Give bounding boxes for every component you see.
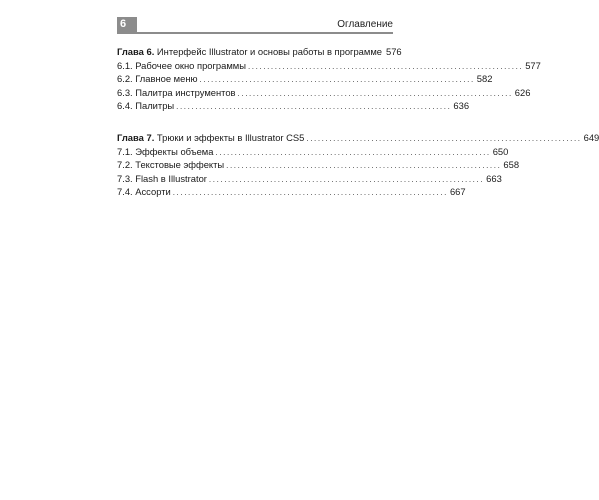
section-label: 7.2. Текстовые эффекты bbox=[117, 159, 225, 171]
section-label: 6.4. Палитры bbox=[117, 100, 175, 112]
toc-section-7-4[interactable] bbox=[117, 185, 466, 199]
leader-dots: ........................................................................ bbox=[247, 61, 524, 71]
header-rule bbox=[117, 32, 393, 34]
leader-dots: ........................................................................ bbox=[172, 188, 448, 198]
section-page: 577 bbox=[525, 59, 541, 71]
section-page: 626 bbox=[514, 86, 531, 98]
section-label: 7.3. Flash в Illustrator bbox=[117, 172, 207, 184]
section-label: 6.3. Палитра инструментов bbox=[117, 86, 236, 98]
table-of-contents bbox=[117, 45, 599, 199]
chapter-7-prefix: Глава 7. bbox=[117, 131, 155, 143]
section-page: 658 bbox=[503, 159, 520, 171]
leader-dots: ........................................................................ bbox=[208, 174, 485, 184]
page-number-badge: 6 bbox=[117, 17, 137, 32]
section-page: 636 bbox=[453, 100, 470, 112]
section-label: 7.1. Эффекты объема bbox=[117, 145, 214, 157]
toc-chapter-6[interactable] bbox=[117, 45, 402, 59]
toc-section-7-3[interactable] bbox=[117, 172, 502, 186]
section-label: 6.1. Рабочее окно программы bbox=[117, 59, 246, 71]
running-title: Оглавление bbox=[337, 19, 393, 30]
toc-section-6-4[interactable] bbox=[117, 99, 470, 113]
leader-dots: ........................................................................ bbox=[176, 102, 452, 112]
chapter-spacer bbox=[117, 113, 393, 131]
section-page: 582 bbox=[476, 73, 493, 85]
leader-dots: ........................................................................ bbox=[237, 88, 513, 98]
toc-section-6-2[interactable] bbox=[117, 72, 493, 86]
section-page: 667 bbox=[449, 186, 466, 198]
leader-dots: ........................................................................ bbox=[199, 75, 475, 85]
chapter-7-page: 649 bbox=[583, 131, 599, 143]
leader-dots: ........................................................................ bbox=[215, 147, 491, 157]
toc-section-7-2[interactable] bbox=[117, 158, 520, 172]
chapter-7-title: Трюки и эффекты в Illustrator CS5 bbox=[154, 131, 305, 143]
chapter-6-prefix: Глава 6. bbox=[117, 46, 155, 57]
toc-chapter-7[interactable] bbox=[117, 131, 599, 145]
section-label: 6.2. Главное меню bbox=[117, 73, 198, 85]
chapter-6-page: 576 bbox=[386, 46, 402, 57]
chapter-6-title: Интерфейс Illustrator и основы работы в программе bbox=[154, 46, 382, 57]
section-label: 7.4. Ассорти bbox=[117, 186, 171, 198]
section-page: 650 bbox=[492, 145, 509, 157]
leader-dots: ........................................................................ bbox=[306, 133, 582, 143]
page-header bbox=[117, 17, 393, 33]
leader-dots: ........................................................................ bbox=[226, 161, 502, 171]
toc-section-6-3[interactable] bbox=[117, 86, 531, 100]
toc-section-7-1[interactable] bbox=[117, 145, 509, 159]
toc-section-6-1[interactable] bbox=[117, 59, 541, 73]
section-page: 663 bbox=[486, 172, 502, 184]
